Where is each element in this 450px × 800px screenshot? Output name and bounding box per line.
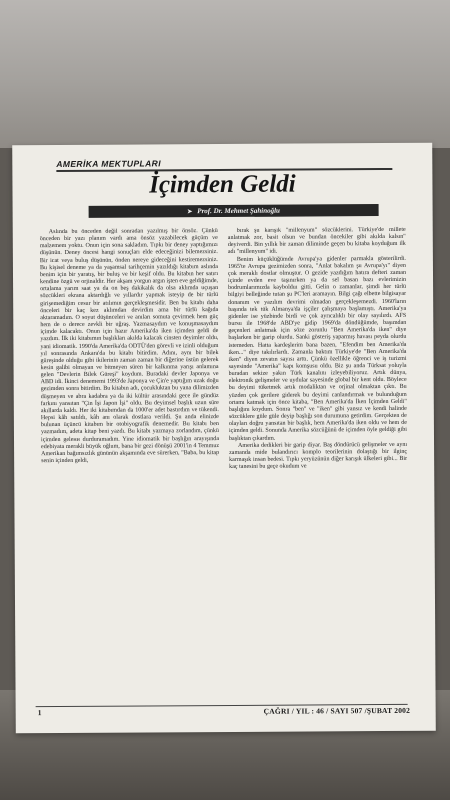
article-column-left: [40, 228, 221, 699]
author-name: Prof. Dr. Mehmet Şahinoğlu: [197, 206, 280, 216]
article-paragraph: Aslında bu önceden değil sonradan yazılmış bir önsöz. Çünkü önceden bir yazı planım vardı ama önsöz yazabilecek güçüm ve malzemem yoktu. Onun için sona sakladım. Tıpkı bir deney yaptığımızı düşünün. Deney öncesi hangi sonuçları elde edeceğinizi bilemezsiniz. Bir icat veya buluş düşünün, önden nereye gideceğini kestiremezsiniz. Bu kişisel deneme ya da yaşamsal tarihçemin yazıldığı kitabım aslında benim için bir yaratış, bir buluş ve bir keşif oldu. Bu kitabın her satırı kendine özgü ve orjinaldir. Her akşam yorgun argın işten eve geldiğimde, ortalama yarım saat ya da on beş dakikalık da olsa aklımda uçuşan sözcükleri ekrana aktardığlı ve yıllardır yapmak isteyip de bir türlü girişemediğim cesur bir atılımın gerçekleşmesidir. Ben bu kitabı daha önceleri bir kaç kez aklımdan devirdim ama bir türlü kağıda aktaramadım. O soyut düşünceleri ve anıları somuta çevirmek hem güç hem de o derece zevkli bir uğraş. Yazmasaydım ve konuşmasaydım içimde kalacaktı. Onun için hazır Amerika'da iken içimden geldi de yazdım. İlk iki kitabımın başlıkları akılda kalacak cinsten deyimler oldu, yani idiomatik. 1990'da Amerika'da ODTÜ'den görevli ve izinli olduğum yıl sonrasında Ankara'da bu kitabı bitirdim. Adını, aynı bir bilek güreşinde olduğu gibi ikilerinin zaman zaman bir diğerine üstün gelerek kesin galibi olmayan ve bitmeyen süren bir kalkınma yarışı anlamına gelen "Devlerin Bilek Güreşi" koydum. Buradaki devler Japonya ve ABD idi. İkinci denememi 1993'de Japonya ve Çin'e yaptığım uzak doğu gezimden sonra bitirdim. Bu kitabın adı, çocukluktan bu yana dilimizden düşmeyen ve abra kadabra ya da iki kültür arasındaki gece ile gündüz farkını yansıtan "Çin İşi Japon İşi" oldu. Bu deyimsel başlık uzun süre akıllarda kaldı. Her iki kitabımdan da 1000'er adet bastırdım ve tükendi. Hepsi kâh satıldı, kâh anı olarak dostlara verildi. Şu anda elinizde bulunan üçüncü kitabım bir otobiyografik denemedir. Bu kitabı ben yazmadım, adeta kitap beni yazdı. Bu kitabı yazmaya zorlandım, çünkü içimden gelени durduramadım. Yine idiomatik bir başlığın arayışında edebiyata merakli büyük oğlum, bana bir gezi dönüşü 2001'in 4 Temmuz Amerikan bağımsızlık gününün akşamında eve sürerken, "Baba, bu kitap senin içinden geldi,: [39, 228, 220, 465]
article-paragraph: Amerika dedikleri bir garip diyar. Baş döndürücü gelişmeler ve aynı zamanda mide bulandırıcı komplo teorilerinin dolaştığı bir ilginç karmaşık insan bedesi. Tıpkı yeryüzünün diğer karışık ülkeleri gibi... Bir kaç tanesini bu geçe okudum ve: [229, 441, 408, 471]
arrow-right-icon: ➤: [187, 208, 193, 215]
page-number: 1: [37, 708, 42, 718]
article-column-right: [228, 227, 409, 698]
article-title: İçimden Geldi: [149, 170, 296, 199]
journal-citation: ÇAĞRI / YIL : 46 / SAYI 507 /ŞUBAT 2002: [263, 705, 411, 716]
article-paragraph: bırak şu karışık "millenyum" sözcüklerini. Türkiye'de millete anlatmak zor, basit olsun ve bundan öncekiler gibi akılda kalsın" deyiverdi. Bin yıllık bir zaman diliminde geçen bu kitaba koyduğum ilk adı "millenyum" idi.: [227, 226, 406, 256]
magazine-page: [12, 143, 436, 734]
section-title: AMERİKA MEKTUPLARI: [56, 158, 161, 170]
desk-background-top: [0, 0, 450, 148]
author-bar: [89, 204, 379, 218]
article-paragraph: Benim küçüklüğümde Avrupa'ya gidenler parmakla gösterilirdi. 1965'te Avrupa gezimizden sonra, "Anlat bakalım şu Avrupa'yı" diyen çok meraklı dostlar olmuştur. O gezide yazdığım hatıra defteri zaman içinde evden eve taşınırken ya da sel basan bazı evlerimizin bodrumlarımızda kaybolduı gitti. Gelin o zamanlar, şimdi her türlü bilgiyi belleğinde tutan şu PC'leri aramayın. Bilgi çağı elbette bilgisayar donanım ve yazılım devrimi olmadan gerçekleşemezdi. 1960'ların başında tek tük Almanya'da işçiler çalışmaya başlamıştı. Amerika'ya gidenler ise yüzbinde birdi ve çok ayrıcalıklı bir olay sayılırdı. AFS bursu ile 1968'de ABD'ye gidip 1969'da döndüğümde, başımdan geçenleri anlatmak için söze zorunlu "Ben Amerika'da iken" diye başlarken bir garip olurdu. Sanki gösteriş yaparmış havası peyda olurdu istemeden. Hatta kardeşlerim bana bazen, "Efendim ben Amerika'da iken..." diye takılırlardı. Zamanla baktım Türkiye'de "Ben Amerika'da iken" diyen zevatın sayısı arttı. Çünkü özellikle öğrenci ve iş turizmi sayesinde "Amerika" kapı komşusu oldu. Biz şu anda Türksat yoluyla buradan sekize yakın Türk kanalını izleyebiliyoruz. Artık dünya, elektronik gelişmeler ve uydular sayesinde global bir kent oldu. Böylece bu deyimi tüketmek artık modaliktan ve orjinal olmaktan çıktı. Bu yüzden çok gerilere giderek bu deyimi canlandırmak ve bulunduğum ortamı katmak için önce kitaba, "Ben Amerika'da İken İçimden Geldi" başlığını koydum. Sonra "ben" ve "iken" gibi yansız ve kendi halinde sözcüklere güle güle deyip başlığı son durumuna getirdim. Gerçekten de olayları doğru yansıtan bir başlık, hem Amerika'da iken oldu ve hem de içimden geldi. Sonunda Amerika sözcüğünü de içimden öyle geldiği gibi başlıktan çıkardım.: [227, 255, 407, 442]
